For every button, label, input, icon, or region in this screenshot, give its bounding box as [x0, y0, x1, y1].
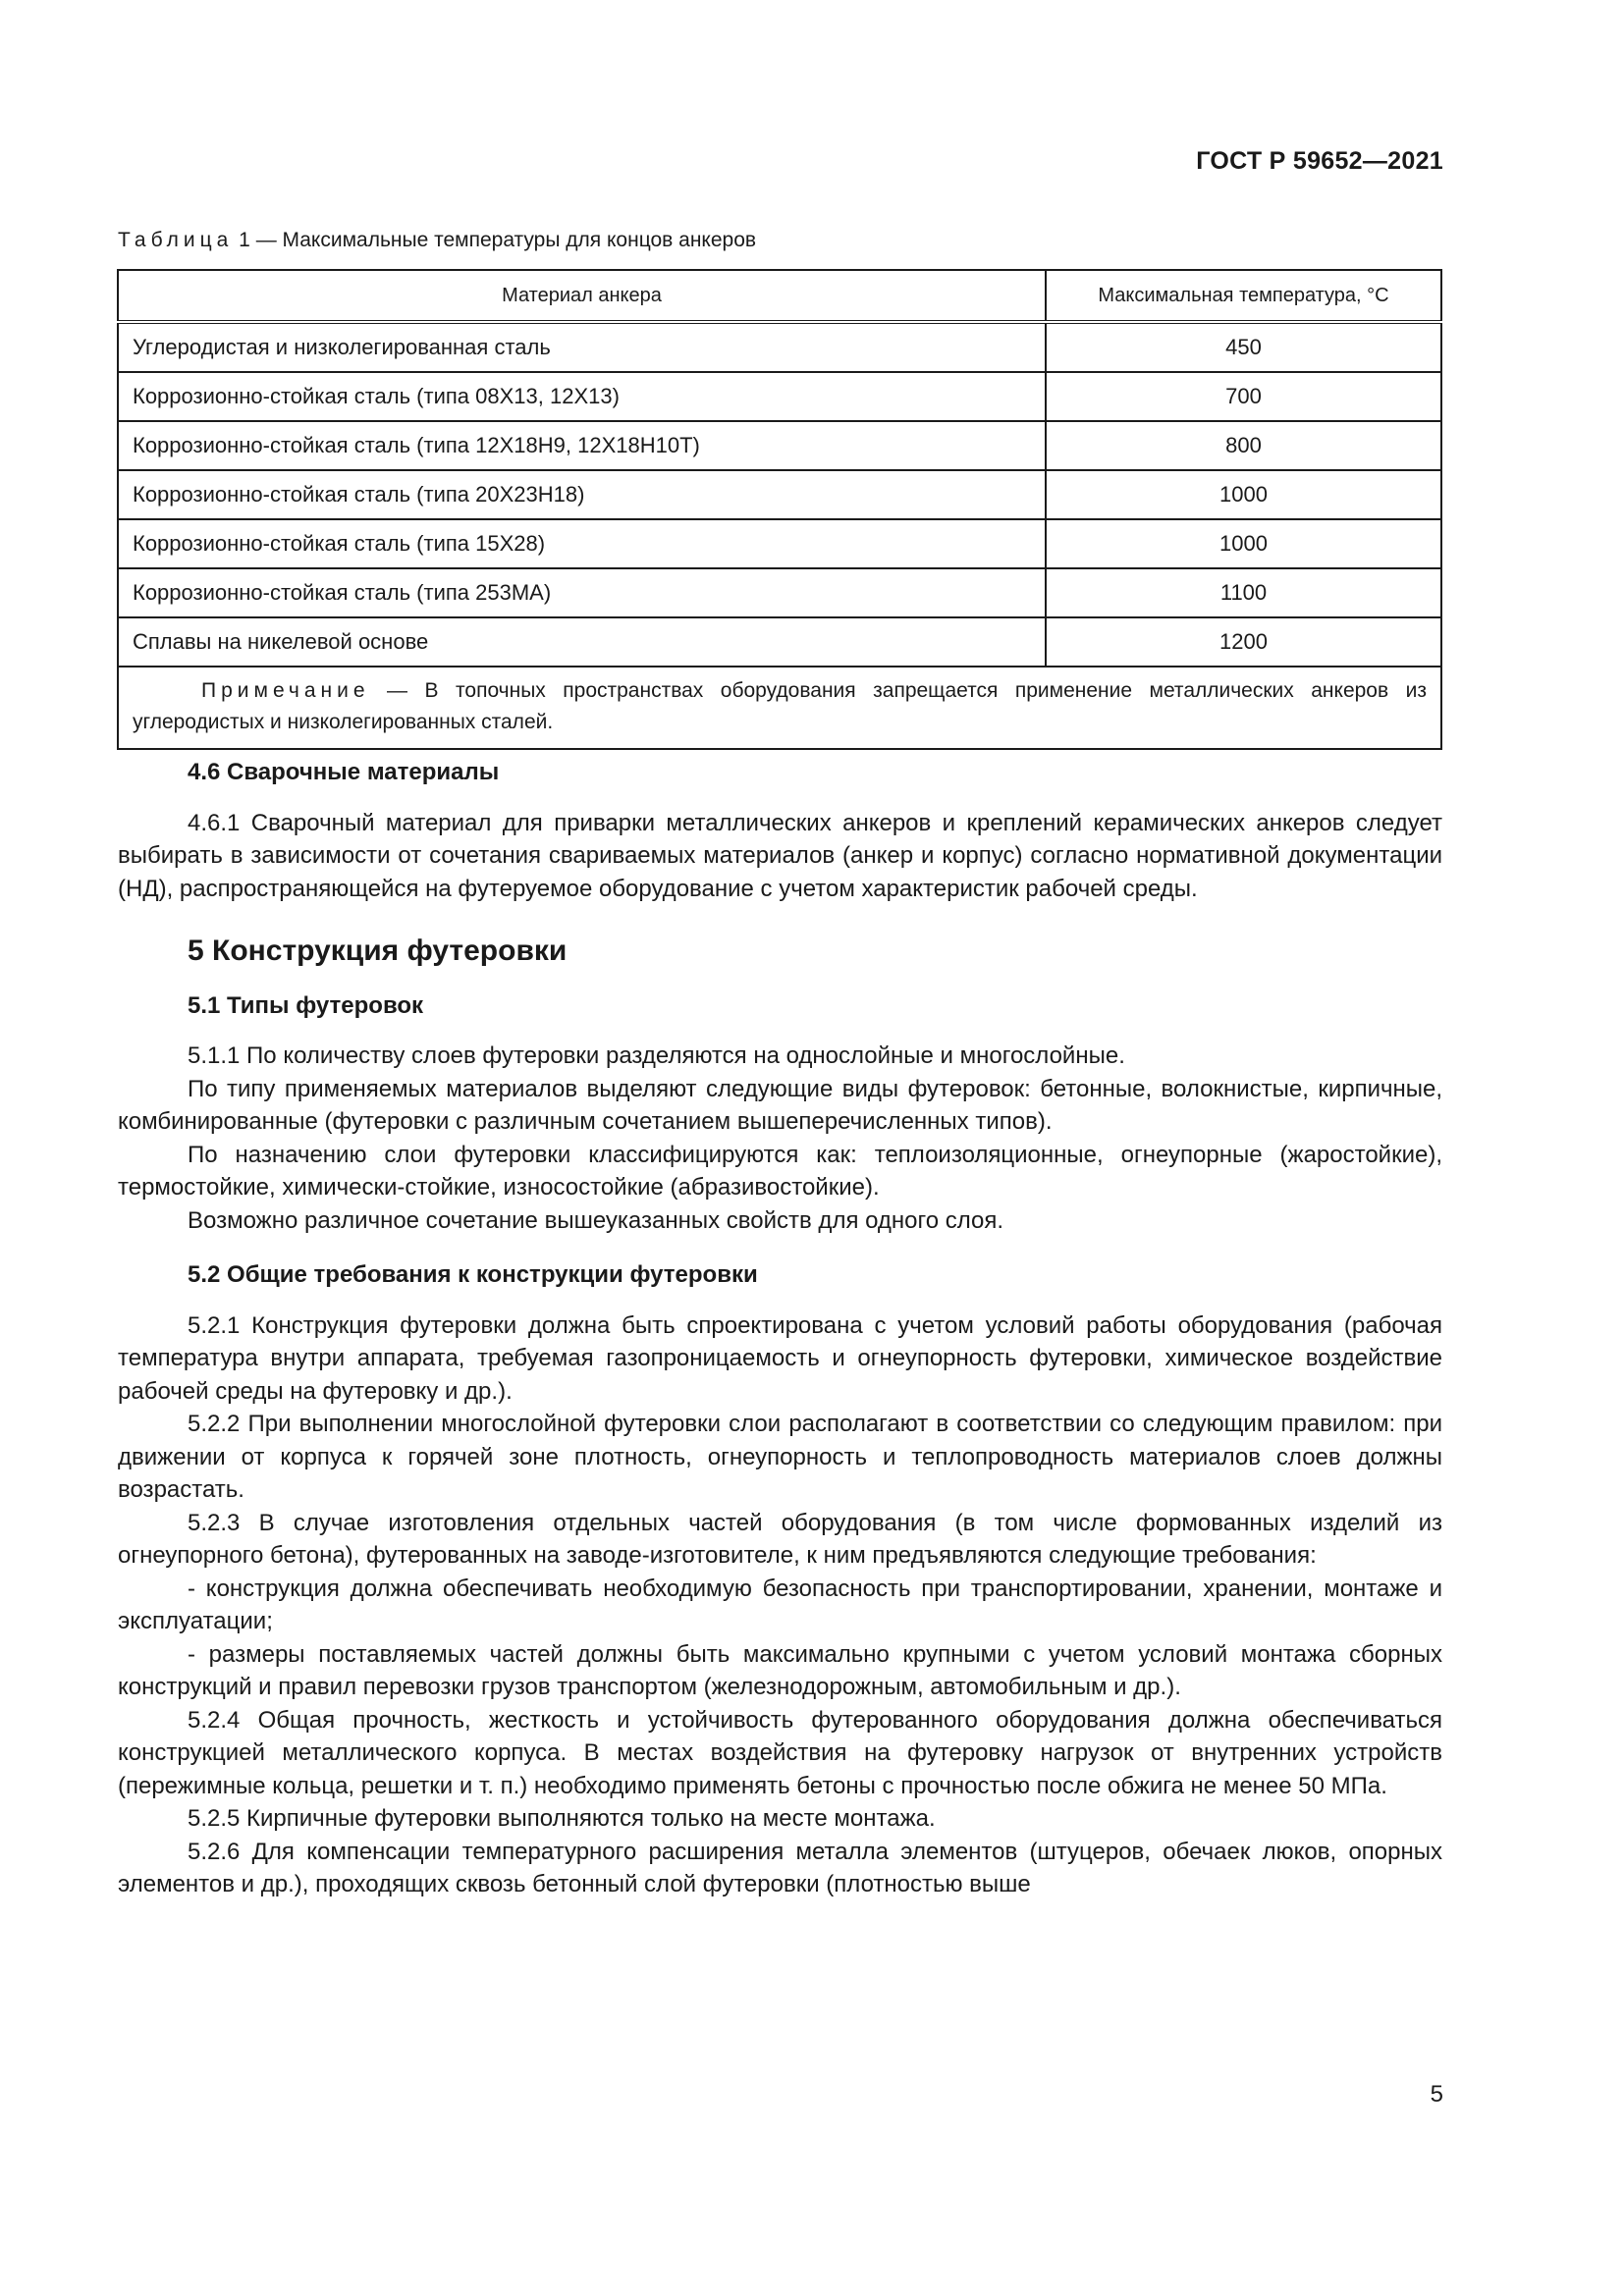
document-code: ГОСТ Р 59652—2021 — [1196, 147, 1443, 175]
paragraph-5-2-3: 5.2.3 В случае изготовления отдельных частей оборудования (в том числе формованных изделий из огнеупорного бетона), футерованных на заводе-изготовителе, к ним предъявляются следующие требования: — [118, 1509, 1442, 1569]
cell-temp: 1000 — [1046, 470, 1441, 519]
cell-material: Коррозионно-стойкая сталь (типа 15Х28) — [118, 519, 1046, 568]
table-note — [118, 667, 1441, 749]
cell-material: Коррозионно-стойкая сталь (типа 08Х13, 12Х13) — [118, 372, 1046, 421]
cell-temp: 1100 — [1046, 568, 1441, 617]
table-note-row — [118, 667, 1441, 749]
paragraph-5-1-purpose: По назначению слои футеровки классифицируются как: теплоизоляционные, огнеупорные (жаростойкие), термостойкие, химически-стойкие, износостойкие (абразивостойкие). — [118, 1141, 1442, 1201]
note-label: Примечание — [201, 679, 370, 702]
chapter-heading-5: 5 Конструкция футеровки — [188, 934, 568, 967]
cell-temp: 800 — [1046, 421, 1441, 470]
table-row — [118, 322, 1441, 372]
paragraph-5-2-5: 5.2.5 Кирпичные футеровки выполняются только на месте монтажа. — [188, 1805, 936, 1832]
table-caption — [118, 229, 756, 252]
table-row — [118, 470, 1441, 519]
table-row — [118, 421, 1441, 470]
paragraph-4-6-1: 4.6.1 Сварочный материал для приварки металлических анкеров и креплений керамических анкеров следует выбирать в зависимости от сочетания свариваемых материалов (анкер и корпус) согласно нормативной документации (НД), распространяющейся на футеруемое оборудование с учетом характеристик рабочей среды. — [118, 809, 1442, 902]
list-item-sizes: - размеры поставляемых частей должны быть максимально крупными с учетом условий монтажа сборных конструкций и правил перевозки грузов транспортом (железнодорожным, автомобильным и др.). — [118, 1640, 1442, 1700]
section-heading-5-1: 5.1 Типы футеровок — [188, 991, 424, 1019]
cell-material: Коррозионно-стойкая сталь (типа 253МА) — [118, 568, 1046, 617]
cell-temp: 1000 — [1046, 519, 1441, 568]
table-row — [118, 519, 1441, 568]
cell-temp: 700 — [1046, 372, 1441, 421]
table-row — [118, 372, 1441, 421]
paragraph-5-1-1: 5.1.1 По количеству слоев футеровки разделяются на однослойные и многослойные. — [188, 1042, 1125, 1069]
table-caption-label: Таблица — [118, 229, 234, 251]
column-header-material: Материал анкера — [118, 270, 1046, 322]
table-row — [118, 617, 1441, 667]
note-text: — В топочных пространствах оборудования запрещается применение металлических анкеров из углеродистых и низколегированных сталей. — [133, 679, 1427, 733]
section-heading-5-2: 5.2 Общие требования к конструкции футеровки — [188, 1261, 758, 1288]
table-caption-text: 1 — Максимальные температуры для концов анкеров — [233, 229, 757, 251]
paragraph-5-1-combination: Возможно различное сочетание вышеуказанных свойств для одного слоя. — [188, 1206, 1004, 1234]
document-body — [118, 756, 1442, 1901]
list-item-safety: - конструкция должна обеспечивать необходимую безопасность при транспортировании, хранении, монтаже и эксплуатации; — [118, 1575, 1442, 1634]
paragraph-5-2-2: 5.2.2 При выполнении многослойной футеровки слои располагают в соответствии со следующим правилом: при движении от корпуса к горячей зоне плотность, огнеупорность и теплопроводность материалов слоев должны возрастать. — [118, 1411, 1442, 1503]
table-row — [118, 568, 1441, 617]
cell-material: Коррозионно-стойкая сталь (типа 12Х18Н9, 12Х18Н10Т) — [118, 421, 1046, 470]
paragraph-5-1-types: По типу применяемых материалов выделяют следующие виды футеровок: бетонные, волокнистые, кирпичные, комбинированные (футеровки с различным сочетанием вышеперечисленных типов). — [118, 1075, 1442, 1135]
cell-material: Сплавы на никелевой основе — [118, 617, 1046, 667]
cell-temp: 450 — [1046, 322, 1441, 372]
paragraph-5-2-4: 5.2.4 Общая прочность, жесткость и устойчивость футерованного оборудования должна обеспечиваться конструкцией металлического корпуса. В местах воздействия на футеровку нагрузок от внутренних устройств (пережимные кольца, решетки и т. п.) необходимо применять бетоны с прочностью после обжига не менее 50 МПа. — [118, 1706, 1442, 1799]
paragraph-5-2-6: 5.2.6 Для компенсации температурного расширения металла элементов (штуцеров, обечаек люков, опорных элементов и др.), проходящих сквозь бетонный слой футеровки (плотностью выше — [118, 1838, 1442, 1897]
paragraph-5-2-1: 5.2.1 Конструкция футеровки должна быть спроектирована с учетом условий работы оборудования (рабочая температура внутри аппарата, требуемая газопроницаемость и огнеупорность футеровки, химическое воздействие рабочей среды на футеровку и др.). — [118, 1311, 1442, 1405]
cell-temp: 1200 — [1046, 617, 1441, 667]
table-header-row — [118, 270, 1441, 322]
cell-material: Углеродистая и низколегированная сталь — [118, 322, 1046, 372]
cell-material: Коррозионно-стойкая сталь (типа 20Х23Н18) — [118, 470, 1046, 519]
column-header-max-temp: Максимальная температура, °C — [1046, 270, 1441, 322]
section-heading-4-6: 4.6 Сварочные материалы — [188, 759, 500, 785]
anchor-temperature-table — [117, 269, 1442, 750]
page-number: 5 — [1430, 2081, 1443, 2108]
